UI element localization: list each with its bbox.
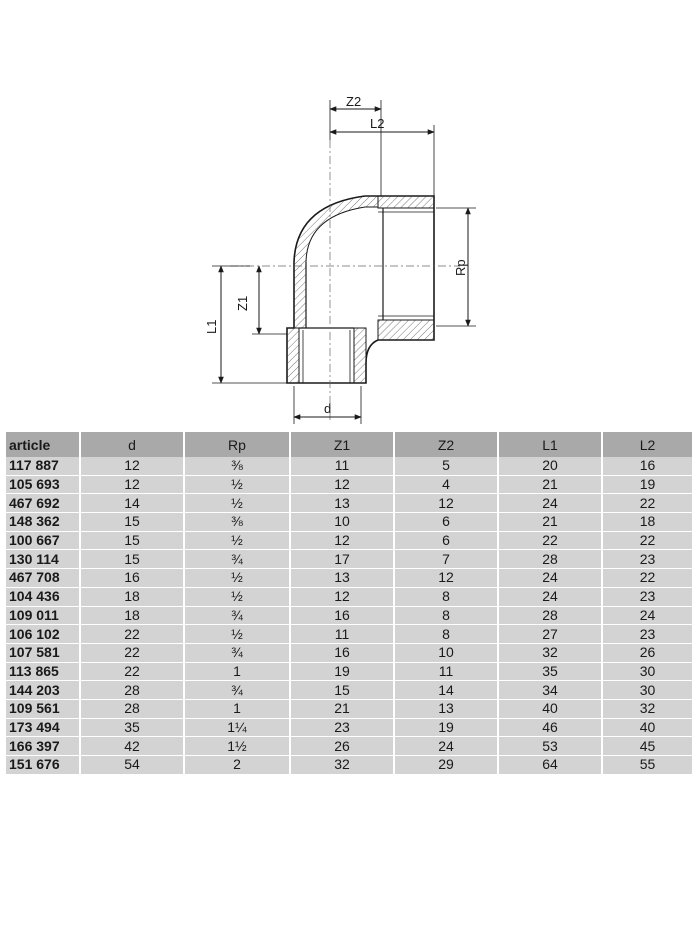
- table-cell: 30: [602, 681, 692, 700]
- table-cell: 12: [394, 569, 498, 588]
- table-cell: 15: [80, 513, 184, 532]
- column-header-6: L2: [602, 432, 692, 457]
- table-cell: 53: [498, 737, 602, 756]
- table-cell: 24: [498, 587, 602, 606]
- table-cell: 24: [394, 737, 498, 756]
- table-cell: 32: [602, 699, 692, 718]
- specification-table: [6, 432, 692, 775]
- table-cell: 15: [80, 550, 184, 569]
- table-cell: ¾: [184, 681, 290, 700]
- table-cell: 18: [602, 513, 692, 532]
- table-cell: 12: [290, 531, 394, 550]
- table-cell: 21: [498, 513, 602, 532]
- table-cell: 1¼: [184, 718, 290, 737]
- table-cell: 19: [290, 662, 394, 681]
- table-cell: 23: [602, 587, 692, 606]
- table-cell: 4: [394, 475, 498, 494]
- article-number-cell: 173 494: [6, 718, 80, 737]
- table-row: [6, 681, 692, 700]
- article-number-cell: 117 887: [6, 457, 80, 475]
- table-row: [6, 625, 692, 644]
- table-cell: 20: [498, 457, 602, 475]
- article-number-cell: 105 693: [6, 475, 80, 494]
- table-cell: 16: [80, 569, 184, 588]
- table-cell: 29: [394, 756, 498, 775]
- z2-label: Z2: [346, 94, 362, 109]
- table-cell: 12: [290, 587, 394, 606]
- table-cell: 28: [498, 550, 602, 569]
- table-cell: 23: [602, 550, 692, 569]
- table-cell: 6: [394, 531, 498, 550]
- article-number-cell: 106 102: [6, 625, 80, 644]
- table-cell: 12: [290, 475, 394, 494]
- table-cell: ½: [184, 625, 290, 644]
- table-cell: 26: [290, 737, 394, 756]
- table-cell: 12: [80, 457, 184, 475]
- article-number-cell: 109 011: [6, 606, 80, 625]
- table-cell: 11: [394, 662, 498, 681]
- table-row: [6, 699, 692, 718]
- article-number-cell: 100 667: [6, 531, 80, 550]
- table-cell: 23: [602, 625, 692, 644]
- table-cell: 13: [290, 494, 394, 513]
- table-cell: 22: [80, 643, 184, 662]
- article-number-cell: 467 692: [6, 494, 80, 513]
- article-number-cell: 148 362: [6, 513, 80, 532]
- article-number-cell: 467 708: [6, 569, 80, 588]
- l2-label: L2: [370, 116, 385, 131]
- table-cell: 34: [498, 681, 602, 700]
- table-row: [6, 606, 692, 625]
- table-cell: 16: [290, 643, 394, 662]
- table-cell: 19: [394, 718, 498, 737]
- table-cell: ½: [184, 569, 290, 588]
- table-cell: 18: [80, 587, 184, 606]
- article-number-cell: 104 436: [6, 587, 80, 606]
- column-header-4: Z2: [394, 432, 498, 457]
- article-number-cell: 151 676: [6, 756, 80, 775]
- table-cell: 28: [80, 681, 184, 700]
- table-cell: 13: [290, 569, 394, 588]
- table-cell: ¾: [184, 606, 290, 625]
- table-cell: 32: [290, 756, 394, 775]
- table-cell: 46: [498, 718, 602, 737]
- table-cell: 28: [498, 606, 602, 625]
- table-cell: 42: [80, 737, 184, 756]
- column-header-2: Rp: [184, 432, 290, 457]
- article-number-cell: 144 203: [6, 681, 80, 700]
- rp-label: Rp: [453, 259, 468, 276]
- table-cell: 55: [602, 756, 692, 775]
- article-number-cell: 113 865: [6, 662, 80, 681]
- table-cell: 11: [290, 625, 394, 644]
- table-cell: 28: [80, 699, 184, 718]
- table-cell: 8: [394, 625, 498, 644]
- table-cell: 22: [80, 662, 184, 681]
- table-header-row: [6, 432, 692, 457]
- table-cell: 40: [602, 718, 692, 737]
- table-cell: 1: [184, 662, 290, 681]
- table-cell: 10: [394, 643, 498, 662]
- table-cell: 24: [602, 606, 692, 625]
- table-row: [6, 494, 692, 513]
- table-cell: 24: [498, 494, 602, 513]
- table-row: [6, 587, 692, 606]
- table-cell: ½: [184, 587, 290, 606]
- table-cell: 13: [394, 699, 498, 718]
- table-cell: 54: [80, 756, 184, 775]
- table-cell: ⅜: [184, 513, 290, 532]
- table-cell: 16: [602, 457, 692, 475]
- z1-label: Z1: [235, 295, 250, 311]
- table-cell: 16: [290, 606, 394, 625]
- table-cell: 12: [394, 494, 498, 513]
- table-cell: 22: [602, 494, 692, 513]
- table-row: [6, 513, 692, 532]
- table-row: [6, 475, 692, 494]
- table-cell: 1½: [184, 737, 290, 756]
- table-cell: ½: [184, 475, 290, 494]
- table-cell: 30: [602, 662, 692, 681]
- table-cell: 6: [394, 513, 498, 532]
- column-header-3: Z1: [290, 432, 394, 457]
- table-cell: 14: [80, 494, 184, 513]
- table-cell: 5: [394, 457, 498, 475]
- article-number-cell: 166 397: [6, 737, 80, 756]
- column-header-5: L1: [498, 432, 602, 457]
- table-cell: 10: [290, 513, 394, 532]
- table-cell: ¾: [184, 550, 290, 569]
- table-cell: ⅜: [184, 457, 290, 475]
- table-row: [6, 550, 692, 569]
- table-row: [6, 643, 692, 662]
- table-cell: 11: [290, 457, 394, 475]
- table-cell: 23: [290, 718, 394, 737]
- article-number-cell: 109 561: [6, 699, 80, 718]
- table-cell: 32: [498, 643, 602, 662]
- table-cell: 14: [394, 681, 498, 700]
- table-cell: ½: [184, 494, 290, 513]
- table-row: [6, 718, 692, 737]
- table-cell: 7: [394, 550, 498, 569]
- table-cell: 8: [394, 606, 498, 625]
- table-cell: 1: [184, 699, 290, 718]
- table-cell: 35: [80, 718, 184, 737]
- article-number-cell: 107 581: [6, 643, 80, 662]
- table-cell: 45: [602, 737, 692, 756]
- table-row: [6, 569, 692, 588]
- table-cell: 15: [80, 531, 184, 550]
- table-cell: 17: [290, 550, 394, 569]
- table-cell: 35: [498, 662, 602, 681]
- table-cell: ½: [184, 531, 290, 550]
- table-cell: 18: [80, 606, 184, 625]
- table-row: [6, 737, 692, 756]
- elbow-fitting-drawing: [0, 0, 700, 430]
- table-row: [6, 662, 692, 681]
- table-cell: 22: [602, 531, 692, 550]
- table-cell: 8: [394, 587, 498, 606]
- table-cell: 2: [184, 756, 290, 775]
- table-cell: ¾: [184, 643, 290, 662]
- table-row: [6, 531, 692, 550]
- table-cell: 24: [498, 569, 602, 588]
- table-cell: 22: [602, 569, 692, 588]
- table-cell: 26: [602, 643, 692, 662]
- table-row: [6, 457, 692, 475]
- d-label: d: [324, 401, 332, 416]
- column-header-1: d: [80, 432, 184, 457]
- table-cell: 40: [498, 699, 602, 718]
- table-cell: 12: [80, 475, 184, 494]
- table-cell: 21: [498, 475, 602, 494]
- l1-label: L1: [204, 319, 219, 334]
- table-cell: 64: [498, 756, 602, 775]
- table-row: [6, 756, 692, 775]
- table-cell: 27: [498, 625, 602, 644]
- table-cell: 22: [80, 625, 184, 644]
- column-header-0: article: [6, 432, 80, 457]
- elbow-body: [230, 140, 460, 420]
- table-body: [6, 457, 692, 774]
- table-cell: 21: [290, 699, 394, 718]
- article-number-cell: 130 114: [6, 550, 80, 569]
- table-cell: 15: [290, 681, 394, 700]
- table-cell: 22: [498, 531, 602, 550]
- table-cell: 19: [602, 475, 692, 494]
